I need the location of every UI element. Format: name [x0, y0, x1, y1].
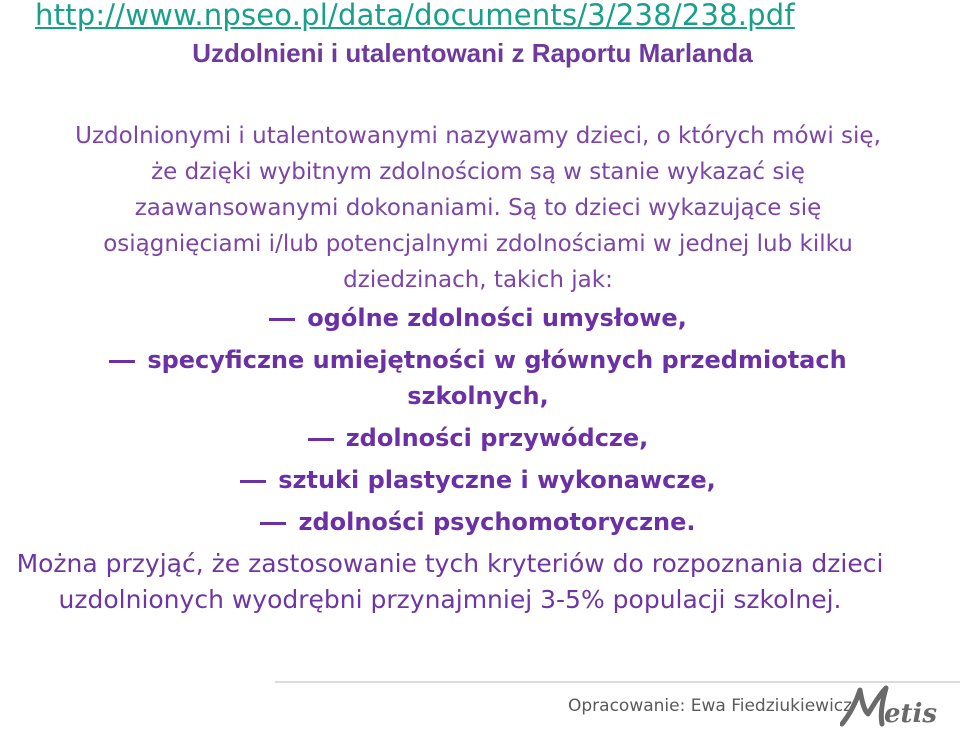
bullet-text: szkolnych,	[407, 382, 549, 410]
intro-line: Uzdolnionymi i utalentowanymi nazywamy dzieci, o których mówi się,	[75, 123, 881, 149]
bullet-item	[0, 300, 956, 336]
bullet-item	[0, 342, 956, 378]
dash-icon	[240, 480, 266, 483]
slide-title: Uzdolnieni i utalentowani z Raportu Marlanda	[192, 38, 753, 68]
bullet-item-continuation	[0, 378, 956, 414]
bullet-text: ogólne zdolności umysłowe,	[307, 304, 687, 332]
bullet-item	[0, 504, 956, 540]
intro-line: że dzięki wybitnym zdolnościom są w stanie wykazać się	[151, 159, 805, 185]
bullet-text: sztuki plastyczne i wykonawcze,	[278, 466, 716, 494]
intro-paragraph	[0, 118, 956, 298]
conclusion-line: Można przyjąć, że zastosowanie tych kryteriów do rozpoznania dzieci	[16, 549, 884, 578]
conclusion-line: uzdolnionych wyodrębni przynajmniej 3-5% populacji szkolnej.	[58, 585, 842, 614]
intro-line: dziedzinach, takich jak:	[343, 267, 613, 293]
conclusion-paragraph	[0, 546, 900, 618]
dash-icon	[269, 318, 295, 321]
intro-line: osiągnięciami i/lub potencjalnymi zdolnościami w jednej lub kilku	[103, 231, 853, 257]
bullet-text: specyficzne umiejętności w głównych przedmiotach	[147, 346, 847, 374]
dash-icon	[308, 438, 334, 441]
bullet-item	[0, 462, 956, 498]
intro-line: zaawansowanymi dokonaniami. Są to dzieci wykazujące się	[134, 195, 822, 221]
dash-icon	[260, 522, 286, 525]
footer-credit: Opracowanie: Ewa Fiedziukiewicz	[568, 696, 853, 716]
svg-text:etis: etis	[884, 699, 938, 729]
bullet-text: zdolności psychomotoryczne.	[298, 508, 696, 536]
dash-icon	[109, 360, 135, 363]
metis-logo	[840, 684, 955, 730]
bullet-text: zdolności przywódcze,	[345, 424, 649, 452]
bullet-item	[0, 420, 956, 456]
source-url-link[interactable]: http://www.npseo.pl/data/documents/3/238/238.pdf	[35, 0, 795, 32]
footer-divider	[275, 681, 960, 683]
